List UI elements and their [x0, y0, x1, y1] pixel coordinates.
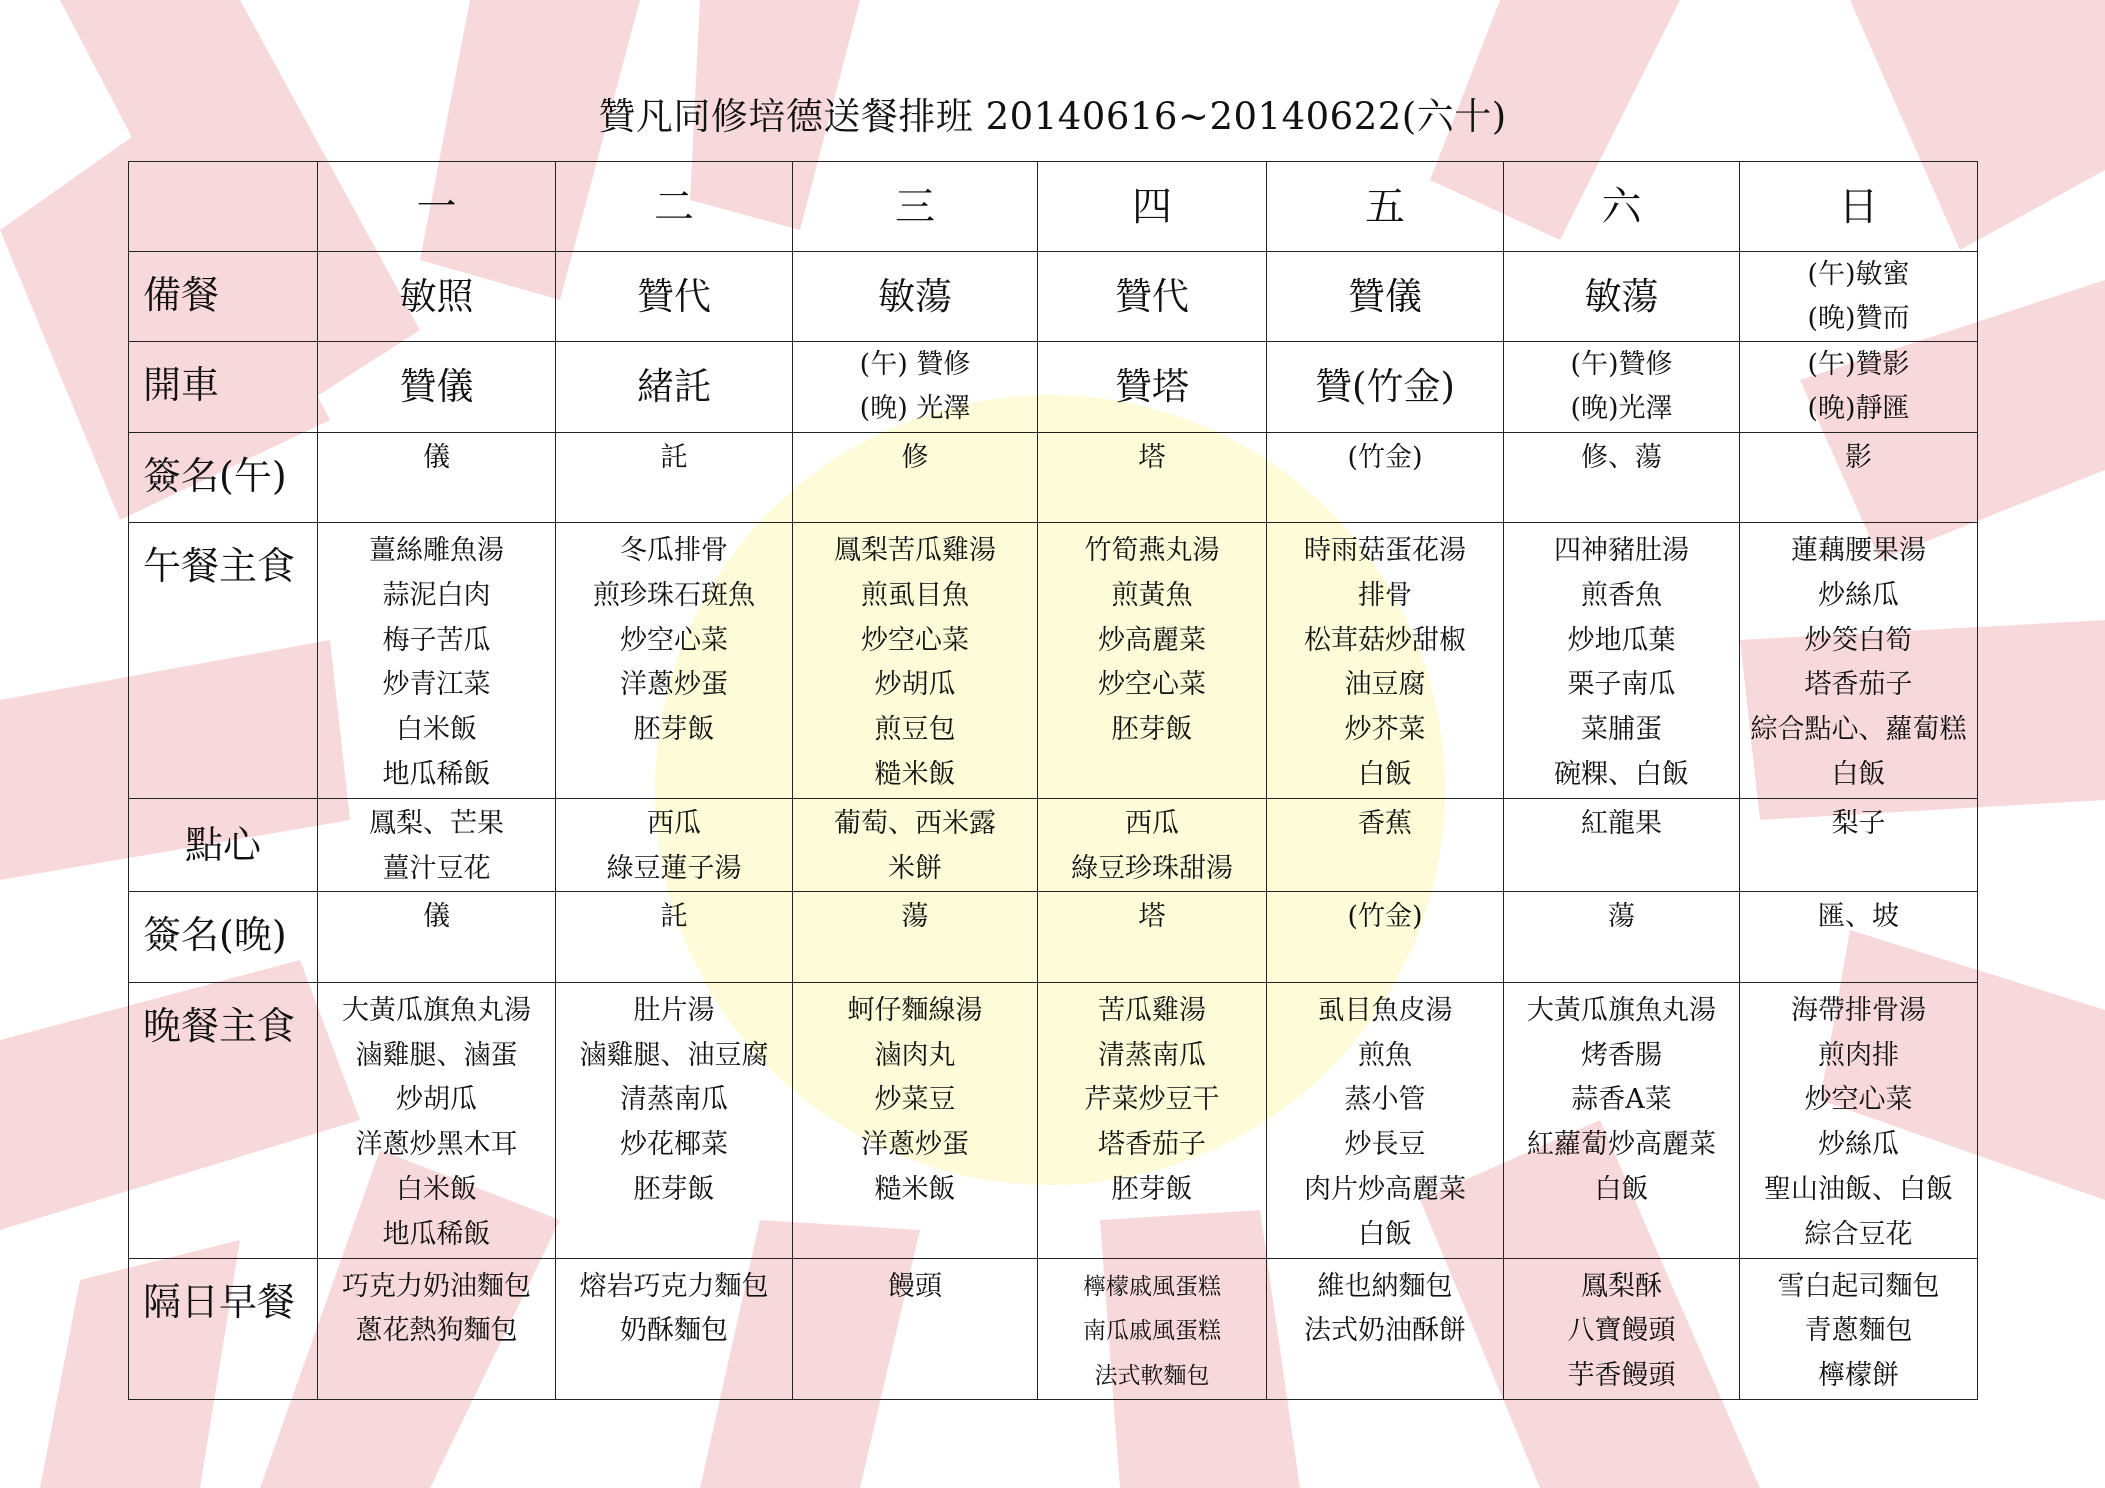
cell-sign-eve [318, 891, 556, 982]
cell-item: 蒜香A菜 [1571, 1084, 1672, 1116]
row-lunch [129, 523, 1978, 799]
cell-item: 敏照 [399, 274, 474, 318]
cell-item: 八寶饅頭 [1567, 1315, 1676, 1347]
row-label-text: 午餐主食 [143, 544, 296, 588]
cell-item: 雪白起司麵包 [1777, 1270, 1940, 1302]
cell-item: 炒空心菜 [861, 624, 969, 656]
cell-item: 紅蘿蔔炒高麗菜 [1527, 1129, 1716, 1161]
cell-item: 炒高麗菜 [1098, 624, 1206, 656]
cell-sign-eve [793, 891, 1038, 982]
cell-item: 肉片炒高麗菜 [1304, 1173, 1466, 1205]
cell-item: (晚)光澤 [1570, 393, 1673, 424]
cell-item: 苦瓜雞湯 [1098, 994, 1206, 1026]
cell-item: 贊儀 [399, 365, 474, 408]
cell-item: (竹金) [1347, 442, 1423, 473]
day-header: 五 [1267, 162, 1504, 252]
cell-item: 贊塔 [1115, 365, 1189, 408]
row-drive [129, 342, 1978, 433]
cell-breakfast [1740, 1258, 1978, 1399]
cell-item: 白飯 [1358, 1218, 1412, 1250]
cell-item: 薑絲雕魚湯 [369, 535, 504, 566]
cell-item: 大黃瓜旗魚丸湯 [1527, 994, 1716, 1026]
cell-prep [793, 252, 1038, 342]
cell-item: 炒長豆 [1344, 1129, 1426, 1161]
cell-item: 梅子苦瓜 [382, 624, 491, 656]
cell-item: 胚芽飯 [633, 714, 715, 746]
cell-item: 鳳梨酥 [1581, 1270, 1662, 1302]
cell-item: 炒胡瓜 [874, 669, 956, 701]
cell-sign-eve [1267, 891, 1504, 982]
cell-item: 蚵仔麵線湯 [847, 994, 983, 1026]
cell-item: (午)贊影 [1807, 349, 1910, 380]
cell-item: 滷雞腿、滷蛋 [355, 1039, 518, 1071]
cell-item: 清蒸南瓜 [1098, 1039, 1206, 1071]
cell-item: 南瓜戚風蛋糕 [1083, 1318, 1221, 1345]
row-label-text: 備餐 [143, 273, 220, 317]
cell-item: 法式奶油酥餅 [1304, 1315, 1466, 1347]
cell-drive [1038, 342, 1267, 433]
cell-item: 炒筊白筍 [1804, 624, 1913, 656]
cell-item: 栗子南瓜 [1567, 669, 1676, 701]
cell-item: 排骨 [1358, 579, 1412, 611]
cell-sign-eve [1038, 891, 1267, 982]
cell-item: (午)敏蜜 [1807, 258, 1910, 290]
row-label-text: 簽名(午) [143, 454, 287, 498]
cell-item: 儀 [423, 900, 450, 932]
cell-item: 炒花椰菜 [620, 1129, 728, 1161]
cell-item: 海帶排骨湯 [1791, 994, 1926, 1026]
cell-lunch [318, 523, 556, 799]
row-label-text: 點心 [184, 822, 261, 867]
cell-item: 託 [660, 900, 688, 932]
cell-item: 青蔥麵包 [1804, 1315, 1913, 1347]
cell-item: 煎虱目魚 [861, 579, 969, 611]
row-label-text: 開車 [143, 363, 220, 407]
row-label [129, 982, 318, 1258]
cell-item: 聖山油飯、白飯 [1764, 1173, 1953, 1205]
day-header: 日 [1740, 162, 1978, 252]
cell-item: 胚芽飯 [633, 1173, 715, 1205]
cell-item: 託 [660, 442, 688, 473]
cell-item: 薑汁豆花 [382, 852, 491, 884]
cell-item: 虱目魚皮湯 [1317, 994, 1453, 1026]
cell-breakfast [556, 1258, 793, 1399]
cell-item: 炒空心菜 [1804, 1084, 1913, 1116]
row-sign-noon [129, 433, 1978, 523]
cell-item: 烤香腸 [1581, 1039, 1662, 1071]
cell-snack [1038, 798, 1267, 891]
cell-item: 饅頭 [888, 1270, 942, 1302]
cell-item: 炒絲瓜 [1818, 1129, 1899, 1161]
cell-snack [793, 798, 1038, 891]
day-header: 一 [318, 162, 556, 252]
cell-prep [1740, 252, 1978, 342]
cell-item: 芹菜炒豆干 [1084, 1084, 1220, 1116]
cell-item: 滷雞腿、油豆腐 [579, 1039, 769, 1071]
cell-item: 西瓜 [1125, 807, 1179, 839]
cell-dinner [1038, 982, 1267, 1258]
cell-item: 糙米飯 [874, 758, 956, 790]
cell-dinner [556, 982, 793, 1258]
cell-item: 鳳梨苦瓜雞湯 [834, 535, 996, 566]
cell-item: 蕩 [1608, 900, 1635, 932]
cell-breakfast [318, 1258, 556, 1399]
cell-drive [1740, 342, 1978, 433]
cell-item: 西瓜 [647, 807, 701, 839]
cell-item: 炒胡瓜 [396, 1084, 477, 1116]
cell-item: 贊代 [1115, 274, 1189, 318]
cell-drive [1267, 342, 1504, 433]
cell-item: 敏蕩 [1584, 274, 1659, 318]
row-label [129, 252, 318, 342]
cell-item: 竹筍燕丸湯 [1084, 535, 1220, 566]
cell-prep [1504, 252, 1740, 342]
cell-snack [1740, 798, 1978, 891]
row-label [129, 798, 318, 891]
cell-item: 蕩 [901, 900, 929, 932]
cell-item: 胚芽飯 [1111, 714, 1193, 746]
cell-sign-eve [556, 891, 793, 982]
cell-drive [318, 342, 556, 433]
cell-item: (晚)贊而 [1807, 302, 1910, 334]
cell-lunch [1038, 523, 1267, 799]
cell-item: 地瓜稀飯 [382, 758, 491, 790]
page-title: 贊凡同修培德送餐排班 20140616~20140622(六十) [598, 95, 1507, 138]
cell-item: 緒託 [637, 365, 711, 408]
schedule-table [128, 161, 1978, 1400]
cell-lunch [1740, 523, 1978, 799]
cell-dinner [1267, 982, 1504, 1258]
cell-item: 煎豆包 [874, 714, 956, 746]
cell-item: 綜合點心、蘿蔔糕 [1750, 714, 1967, 746]
cell-item: 白米飯 [396, 714, 477, 746]
cell-prep [318, 252, 556, 342]
cell-snack [1504, 798, 1740, 891]
cell-item: 蒜泥白肉 [382, 579, 491, 611]
cell-snack [556, 798, 793, 891]
cell-item: 煎黃魚 [1111, 579, 1193, 611]
cell-item: 奶酥麵包 [620, 1315, 728, 1347]
cell-item: 檸檬餅 [1818, 1360, 1899, 1392]
cell-item: 塔 [1138, 900, 1166, 932]
corner-cell [129, 162, 318, 252]
cell-item: (晚) 光澤 [859, 393, 971, 424]
cell-lunch [1267, 523, 1504, 799]
row-label [129, 342, 318, 433]
cell-item: 梨子 [1831, 807, 1886, 839]
cell-item: 蒸小管 [1344, 1084, 1426, 1116]
cell-item: (午) 贊修 [859, 349, 971, 380]
cell-item: 炒絲瓜 [1818, 579, 1899, 611]
cell-item: 菜脯蛋 [1581, 714, 1662, 746]
row-snack [129, 798, 1978, 891]
cell-item: 地瓜稀飯 [382, 1218, 491, 1250]
cell-item: 紅龍果 [1581, 807, 1662, 839]
cell-item: 綠豆珍珠甜湯 [1071, 852, 1233, 884]
cell-item: 時雨菇蛋花湯 [1304, 535, 1466, 566]
cell-item: 滷肉丸 [874, 1039, 956, 1071]
cell-dinner [793, 982, 1038, 1258]
cell-sign-noon [1267, 433, 1504, 523]
cell-item: 葡萄、西米露 [834, 807, 996, 839]
cell-item: 清蒸南瓜 [620, 1084, 728, 1116]
cell-drive [793, 342, 1038, 433]
row-label [129, 891, 318, 982]
row-label-text: 晚餐主食 [143, 1003, 296, 1048]
cell-item: 芋香饅頭 [1567, 1360, 1676, 1392]
cell-item: 蓮藕腰果湯 [1791, 535, 1926, 566]
cell-item: 白飯 [1594, 1173, 1649, 1205]
cell-item: 綜合豆花 [1804, 1218, 1913, 1250]
cell-item: 炒地瓜葉 [1567, 624, 1676, 656]
cell-breakfast [1267, 1258, 1504, 1399]
cell-breakfast [1504, 1258, 1740, 1399]
cell-item: 贊(竹金) [1315, 365, 1455, 408]
cell-item: 冬瓜排骨 [620, 535, 728, 566]
cell-item: 檸檬戚風蛋糕 [1083, 1273, 1221, 1300]
cell-item: 塔香茄子 [1804, 669, 1913, 701]
row-sign-eve [129, 891, 1978, 982]
cell-sign-eve [1740, 891, 1978, 982]
cell-lunch [793, 523, 1038, 799]
row-dinner [129, 982, 1978, 1258]
cell-item: 煎香魚 [1581, 579, 1662, 611]
cell-item: 鳳梨、芒果 [369, 807, 504, 839]
row-label [129, 433, 318, 523]
cell-item: 洋蔥炒黑木耳 [355, 1129, 518, 1161]
row-label-text: 隔日早餐 [143, 1279, 296, 1324]
cell-item: 贊代 [637, 274, 711, 318]
header-row [129, 162, 1978, 252]
cell-item: 洋蔥炒蛋 [861, 1129, 969, 1161]
cell-dinner [1740, 982, 1978, 1258]
row-label-text: 簽名(晚) [143, 912, 287, 957]
cell-item: 炒青江菜 [382, 669, 491, 701]
cell-item: 炒空心菜 [620, 624, 728, 656]
cell-sign-noon [556, 433, 793, 523]
cell-item: 煎珍珠石斑魚 [593, 579, 755, 611]
cell-snack [1267, 798, 1504, 891]
cell-item: 煎魚 [1358, 1039, 1412, 1071]
cell-prep [1038, 252, 1267, 342]
cell-item: 敏蕩 [878, 274, 952, 318]
cell-sign-noon [1740, 433, 1978, 523]
cell-lunch [1504, 523, 1740, 799]
cell-item: 蔥花熱狗麵包 [355, 1315, 518, 1347]
cell-item: 糙米飯 [874, 1173, 956, 1205]
cell-item: 大黃瓜旗魚丸湯 [342, 994, 531, 1026]
cell-item: 炒菜豆 [874, 1084, 956, 1116]
cell-item: 炒芥菜 [1344, 714, 1426, 746]
cell-item: 維也納麵包 [1317, 1270, 1453, 1302]
cell-item: 油豆腐 [1344, 669, 1426, 701]
cell-item: 煎肉排 [1818, 1039, 1899, 1071]
day-header: 三 [793, 162, 1038, 252]
cell-item: 胚芽飯 [1111, 1173, 1193, 1205]
day-header: 二 [556, 162, 793, 252]
cell-item: 香蕉 [1358, 807, 1412, 839]
cell-item: 影 [1845, 442, 1872, 473]
cell-item: 米餅 [888, 852, 942, 884]
cell-item: 碗粿、白飯 [1554, 758, 1689, 790]
cell-item: (晚)靜匯 [1807, 393, 1910, 424]
day-header: 六 [1504, 162, 1740, 252]
cell-item: 白米飯 [396, 1173, 477, 1205]
cell-item: (竹金) [1347, 900, 1423, 932]
cell-item: 巧克力奶油麵包 [342, 1270, 531, 1302]
cell-dinner [1504, 982, 1740, 1258]
cell-sign-noon [1038, 433, 1267, 523]
cell-prep [1267, 252, 1504, 342]
cell-snack [318, 798, 556, 891]
cell-item: 炒空心菜 [1098, 669, 1206, 701]
cell-item: 綠豆蓮子湯 [606, 852, 742, 884]
row-breakfast [129, 1258, 1978, 1399]
cell-item: 修 [901, 442, 929, 473]
cell-dinner [318, 982, 556, 1258]
row-prep [129, 252, 1978, 342]
cell-breakfast [793, 1258, 1038, 1399]
cell-item: 儀 [423, 442, 450, 473]
cell-drive [1504, 342, 1740, 433]
cell-sign-noon [1504, 433, 1740, 523]
cell-item: 四神豬肚湯 [1554, 535, 1689, 566]
cell-item: 洋蔥炒蛋 [620, 669, 728, 701]
cell-item: 修、蕩 [1581, 442, 1662, 473]
cell-lunch [556, 523, 793, 799]
cell-item: 法式軟麵包 [1094, 1363, 1210, 1390]
row-label [129, 523, 318, 799]
cell-item: 白飯 [1831, 758, 1886, 790]
cell-item: 松茸菇炒甜椒 [1304, 624, 1466, 656]
cell-sign-eve [1504, 891, 1740, 982]
row-label [129, 1258, 318, 1399]
cell-item: 塔 [1138, 442, 1166, 473]
cell-prep [556, 252, 793, 342]
cell-item: 肚片湯 [633, 994, 715, 1026]
cell-item: 白飯 [1358, 758, 1412, 790]
cell-sign-noon [318, 433, 556, 523]
cell-item: 匯、坡 [1818, 900, 1899, 932]
cell-item: 贊儀 [1348, 274, 1422, 318]
cell-drive [556, 342, 793, 433]
day-header: 四 [1038, 162, 1267, 252]
cell-item: 塔香茄子 [1098, 1129, 1206, 1161]
cell-sign-noon [793, 433, 1038, 523]
cell-item: (午)贊修 [1570, 349, 1673, 380]
cell-breakfast [1038, 1258, 1267, 1399]
cell-item: 熔岩巧克力麵包 [579, 1270, 769, 1302]
